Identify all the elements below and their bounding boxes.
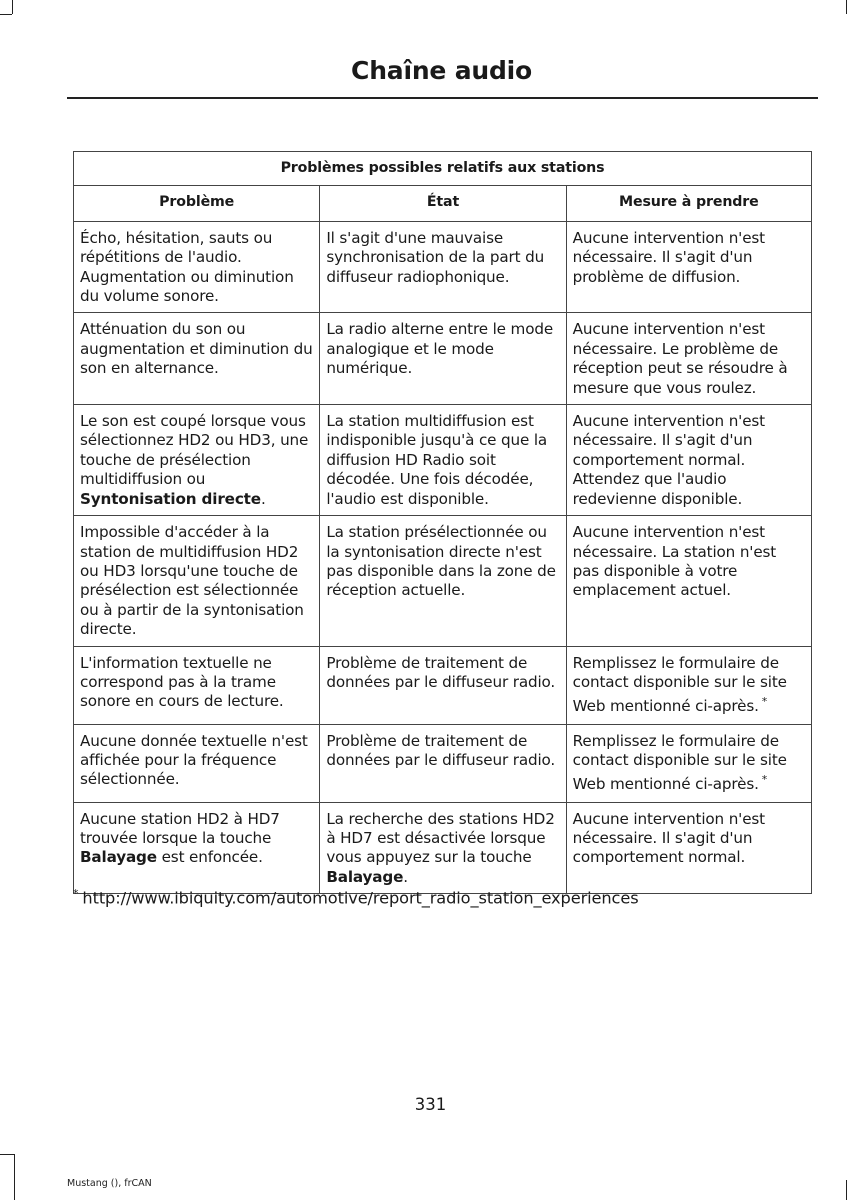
table-row (74, 516, 812, 646)
cell-mesure: Aucune intervention n'est nécessaire. Le problème de réception peut se résoudre à mesure que vous roulez. (566, 313, 811, 405)
cell-text: Remplissez le formulaire de contact disponible sur le site Web mentionné ci-après. (572, 731, 787, 794)
page-title: Chaîne audio (351, 56, 532, 85)
cell-etat: Problème de traitement de données par le diffuseur radio. (320, 724, 566, 802)
cell-mesure (566, 646, 811, 724)
cell-etat: La station multidiffusion est indisponible jusqu'à ce que la diffusion HD Radio soit décodée. Une fois décodée, l'audio est disponible. (320, 405, 566, 516)
footnote-marker: * (761, 695, 768, 709)
column-header-etat: État (320, 186, 566, 221)
footnote-url: http://www.ibiquity.com/automotive/report_radio_station_experiences (82, 888, 639, 908)
cell-probleme: L'information textuelle ne correspond pas à la trame sonore en cours de lecture. (74, 646, 320, 724)
cell-text: Remplissez le formulaire de contact disponible sur le site Web mentionné ci-après. (572, 653, 787, 716)
table-row (74, 313, 812, 405)
crop-mark-top-left-h (0, 14, 12, 15)
crop-mark-top-left (12, 0, 13, 14)
crop-mark-bottom-left-v (14, 1154, 15, 1200)
cell-mesure (566, 724, 811, 802)
cell-text: Le son est coupé lorsque vous sélectionnez HD2 ou HD3, une touche de présélection multidiffusion ou (80, 412, 309, 489)
table-row (74, 405, 812, 516)
table-caption: Problèmes possibles relatifs aux stations (74, 152, 812, 186)
column-header-mesure: Mesure à prendre (566, 186, 811, 221)
cell-mesure: Aucune intervention n'est nécessaire. La station n'est pas disponible à votre emplacement actuel. (566, 516, 811, 646)
cell-probleme: Écho, hésitation, sauts ou répétitions de l'audio. Augmentation ou diminution du volume sonore. (74, 221, 320, 313)
cell-text: . (403, 867, 408, 886)
title-divider (67, 97, 818, 99)
cell-etat: Il s'agit d'une mauvaise synchronisation de la part du diffuseur radiophonique. (320, 221, 566, 313)
cell-mesure: Aucune intervention n'est nécessaire. Il s'agit d'un comportement normal. Attendez que l'audio redevienne disponible. (566, 405, 811, 516)
column-header-probleme: Problème (74, 186, 320, 221)
cell-etat: Problème de traitement de données par le diffuseur radio. (320, 646, 566, 724)
table-row (74, 646, 812, 724)
crop-mark-top-right (846, 0, 847, 14)
crop-mark-bottom-left (0, 1154, 14, 1155)
control-name: Balayage (326, 867, 404, 886)
cell-etat: La station présélectionnée ou la syntonisation directe n'est pas disponible dans la zone de réception actuelle. (320, 516, 566, 646)
cell-text: La recherche des stations HD2 à HD7 est désactivée lorsque vous appuyez sur la touche (326, 809, 555, 867)
page-number: 331 (414, 1095, 447, 1114)
edition-label: Mustang (), frCAN (67, 1178, 152, 1189)
cell-text: . (260, 489, 266, 508)
footnote (73, 887, 639, 907)
station-problems-table (73, 151, 812, 894)
cell-probleme (74, 802, 320, 894)
footnote-marker: * (761, 773, 768, 787)
cell-mesure: Aucune intervention n'est nécessaire. Il s'agit d'un problème de diffusion. (566, 221, 811, 313)
table-row (74, 724, 812, 802)
cell-text: Aucune station HD2 à HD7 trouvée lorsque la touche (80, 809, 280, 847)
table-row (74, 802, 812, 894)
control-name: Balayage (80, 848, 157, 867)
cell-etat (320, 802, 566, 894)
control-name: Syntonisation directe (80, 489, 261, 508)
table-row (74, 221, 812, 313)
cell-probleme: Atténuation du son ou augmentation et diminution du son en alternance. (74, 313, 320, 405)
cell-probleme: Aucune donnée textuelle n'est affichée pour la fréquence sélectionnée. (74, 724, 320, 802)
cell-mesure: Aucune intervention n'est nécessaire. Il s'agit d'un comportement normal. (566, 802, 811, 894)
cell-probleme: Impossible d'accéder à la station de multidiffusion HD2 ou HD3 lorsqu'une touche de présélection est sélectionnée ou à partir de la syntonisation directe. (74, 516, 320, 646)
footnote-marker: * (73, 887, 79, 900)
cell-text: est enfoncée. (156, 848, 263, 867)
cell-etat: La radio alterne entre le mode analogique et le mode numérique. (320, 313, 566, 405)
cell-probleme (74, 405, 320, 516)
crop-mark-bottom-right (846, 1180, 847, 1200)
